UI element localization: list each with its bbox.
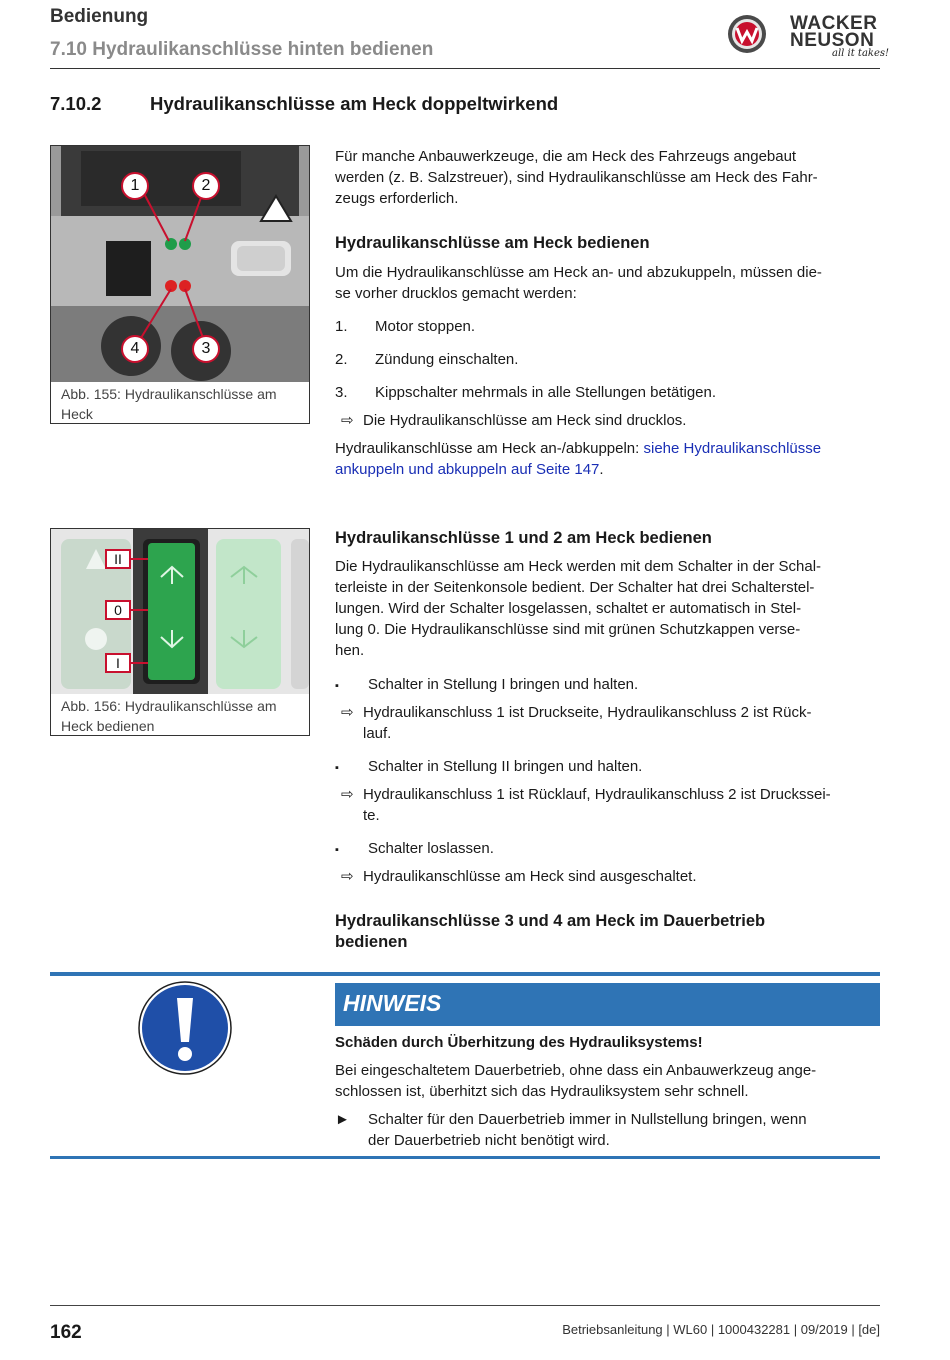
- text-line: Bei eingeschaltetem Dauerbetrieb, ohne dass ein Anbauwerkzeug ange-: [335, 1062, 817, 1079]
- bullet-stellung-I: [335, 674, 639, 697]
- figure-156: [50, 528, 310, 736]
- text-line: Die Hydraulikanschlüsse am Heck werden mit dem Schalter in der Schal-: [335, 558, 822, 575]
- text-line: zeugs erforderlich.: [335, 190, 459, 207]
- notice-label: HINWEIS: [343, 990, 442, 1016]
- document-reference: Betriebsanleitung | WL60 | 1000432281 | 09/2019 | [de]: [562, 1322, 880, 1337]
- notice-title: Schäden durch Überhitzung des Hydrauliksystems!: [335, 1034, 703, 1051]
- action-triangle-icon: ►: [335, 1111, 350, 1128]
- brand-line1: WACKER: [790, 13, 878, 34]
- brand-logo-icon: [727, 14, 767, 54]
- step-number: 2.: [335, 351, 348, 368]
- figure-155: [50, 145, 310, 424]
- exclamation-mandatory-icon: [137, 980, 233, 1076]
- text-line: Um die Hydraulikanschlüsse am Heck an- und abzukuppeln, müssen die-: [335, 264, 822, 281]
- step-2: [335, 349, 519, 370]
- text-line: Hydraulikanschlüsse 3 und 4 am Heck im Dauerbetrieb: [335, 912, 766, 930]
- text-line: terleiste in der Seitenkonsole bedient. Der Schalter hat drei Schalterstel-: [335, 579, 815, 596]
- cross-reference: [335, 438, 821, 480]
- step-3: [335, 382, 717, 403]
- step-text: Kippschalter mehrmals in alle Stellungen betätigen.: [375, 384, 717, 401]
- result-arrow-icon: ⇨: [341, 786, 354, 803]
- figure-156-switch-panel: [51, 529, 309, 694]
- step-1: [335, 316, 476, 337]
- bullet-icon: ▪: [335, 680, 339, 692]
- result-arrow-icon: ⇨: [341, 868, 354, 885]
- result-text: [363, 784, 831, 826]
- brand-tagline: all it takes!: [832, 48, 890, 59]
- bullet-icon: ▪: [335, 762, 339, 774]
- header-divider: [50, 68, 880, 69]
- callout-1: 1: [121, 172, 149, 200]
- bullet-loslassen: [335, 838, 494, 861]
- figure-155-photo: [51, 146, 309, 382]
- action-text: [368, 1109, 807, 1151]
- ref-prefix: Hydraulikanschlüsse am Heck an-/abkuppeln:: [335, 440, 644, 457]
- caption-line: Abb. 156: Hydraulikanschlüsse am: [61, 698, 277, 714]
- result-text: [363, 702, 812, 744]
- result-loslassen: [341, 866, 697, 887]
- subheading-heck-bedienen: Hydraulikanschlüsse am Heck bedienen: [335, 234, 650, 252]
- text-line: se vorher drucklos gemacht werden:: [335, 285, 577, 302]
- figure-156-caption: [61, 696, 277, 736]
- result-drucklos: [341, 410, 687, 431]
- figure-155-caption: [61, 384, 277, 424]
- text-line: der Dauerbetrieb nicht benötigt wird.: [368, 1132, 610, 1149]
- text-line: te.: [363, 807, 380, 824]
- footer-divider: [50, 1305, 880, 1306]
- result-stellung-II: [341, 784, 831, 824]
- text-line: hen.: [335, 642, 365, 659]
- ref-link[interactable]: ankuppeln und abkuppeln auf Seite 147: [335, 461, 600, 478]
- intro-paragraph: [335, 146, 818, 209]
- section-header: 7.10 Hydraulikanschlüsse hinten bedienen: [50, 39, 434, 60]
- notice-bottom-rule: [50, 1156, 880, 1159]
- callout-2: 2: [192, 172, 220, 200]
- step-text: Zündung einschalten.: [375, 351, 519, 368]
- result-arrow-icon: ⇨: [341, 412, 354, 429]
- position-label-0: 0: [105, 600, 131, 620]
- sub1-paragraph: [335, 262, 822, 304]
- bullet-stellung-II: [335, 756, 643, 779]
- text-line: Hydraulikanschluss 1 ist Druckseite, Hydraulikanschluss 2 ist Rück-: [363, 704, 812, 721]
- position-label-II: II: [105, 549, 131, 569]
- result-text: Hydraulikanschlüsse am Heck sind ausgeschaltet.: [363, 868, 697, 885]
- sub2-paragraph: [335, 556, 821, 661]
- notice-action: [335, 1109, 807, 1149]
- page-number: 162: [50, 1322, 82, 1343]
- text-line: lung 0. Die Hydraulikanschlüsse sind mit grünen Schutzkappen verse-: [335, 621, 801, 638]
- text-line: Für manche Anbauwerkzeuge, die am Heck des Fahrzeugs angebaut: [335, 148, 797, 165]
- bullet-text: Schalter in Stellung II bringen und halten.: [368, 758, 643, 775]
- position-label-I: I: [105, 653, 131, 673]
- chapter-title: Bedienung: [50, 6, 149, 27]
- text-line: schlossen ist, überhitzt sich das Hydrauliksystem sehr schnell.: [335, 1083, 749, 1100]
- text-line: lungen. Wird der Schalter losgelassen, schaltet er automatisch in Stel-: [335, 600, 802, 617]
- caption-line: Heck bedienen: [61, 718, 155, 734]
- step-number: 1.: [335, 318, 348, 335]
- ref-link[interactable]: siehe Hydraulikanschlüsse: [643, 440, 822, 457]
- bullet-text: Schalter in Stellung I bringen und halten.: [368, 676, 639, 693]
- result-arrow-icon: ⇨: [341, 704, 354, 721]
- notice-body: [335, 1060, 816, 1102]
- text-line: bedienen: [335, 933, 408, 951]
- text-line: Hydraulikanschluss 1 ist Rücklauf, Hydraulikanschluss 2 ist Druckssei-: [363, 786, 831, 803]
- notice-top-rule: [50, 972, 880, 976]
- bullet-text: Schalter loslassen.: [368, 840, 494, 857]
- brand-name: [790, 15, 877, 49]
- step-number: 3.: [335, 384, 348, 401]
- subheading-1-und-2: Hydraulikanschlüsse 1 und 2 am Heck bedienen: [335, 529, 712, 547]
- text-line: Schalter für den Dauerbetrieb immer in Nullstellung bringen, wenn: [368, 1111, 807, 1128]
- subheading-3-und-4: [335, 911, 765, 953]
- ref-suffix: .: [599, 461, 604, 478]
- step-text: Motor stoppen.: [375, 318, 476, 335]
- callout-3: 3: [192, 335, 220, 363]
- caption-line: Heck: [61, 406, 93, 422]
- section-number: 7.10.2: [50, 93, 102, 114]
- brand-line2: NEUSON: [790, 30, 875, 51]
- text-line: lauf.: [363, 725, 392, 742]
- caption-line: Abb. 155: Hydraulikanschlüsse am: [61, 386, 277, 402]
- result-text: Die Hydraulikanschlüsse am Heck sind drucklos.: [363, 412, 687, 429]
- notice-label-bar: [335, 983, 880, 1026]
- section-title: Hydraulikanschlüsse am Heck doppeltwirkend: [150, 93, 559, 114]
- text-line: werden (z. B. Salzstreuer), sind Hydraulikanschlüsse am Heck des Fahr-: [335, 169, 818, 186]
- callout-4: 4: [121, 335, 149, 363]
- bullet-icon: ▪: [335, 844, 339, 856]
- result-stellung-I: [341, 702, 812, 742]
